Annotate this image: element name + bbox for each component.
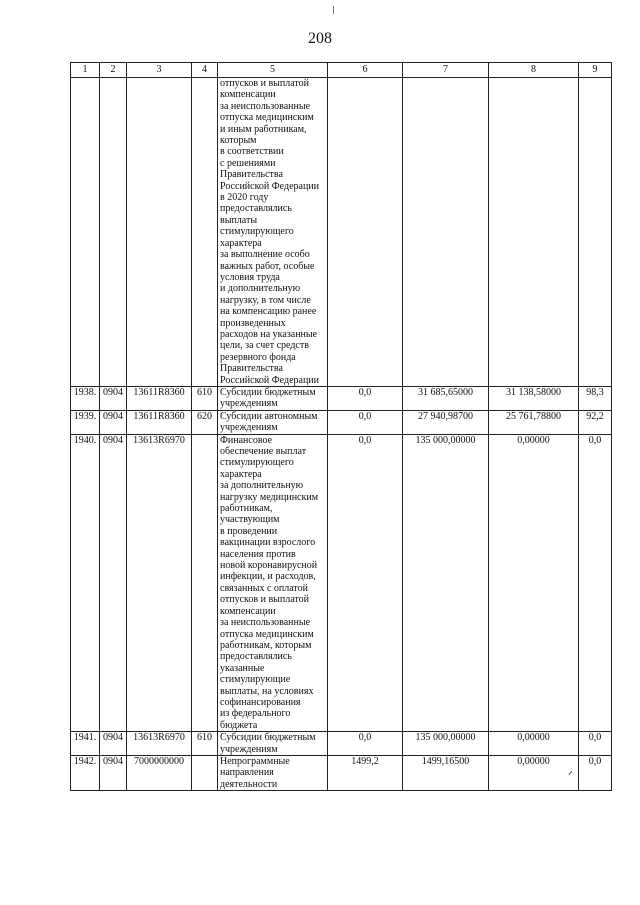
value-col6: 0,0 (328, 434, 403, 732)
value-col8: 25 761,78800 (489, 410, 579, 434)
value-col8: 31 138,58000 (489, 386, 579, 410)
value-col7: 31 685,65000 (403, 386, 489, 410)
row-number: 1941. (71, 732, 100, 756)
item-name: Субсидии бюджетным учреждениям (218, 386, 328, 410)
header-cell-8: 8 (489, 63, 579, 78)
table-row (71, 386, 612, 410)
target-code: 7000000000 (127, 755, 192, 790)
value-col9: 0,0 (579, 755, 612, 790)
header-cell-6: 6 (328, 63, 403, 78)
row-number: 1938. (71, 386, 100, 410)
value-col9: 0,0 (579, 732, 612, 756)
section-code: 0904 (100, 755, 127, 790)
value-col7: 27 940,98700 (403, 410, 489, 434)
header-cell-9: 9 (579, 63, 612, 78)
table-row (71, 732, 612, 756)
row-number: 1940. (71, 434, 100, 732)
section-code: 0904 (100, 434, 127, 732)
value-col7: 1499,16500 (403, 755, 489, 790)
header-cell-4: 4 (192, 63, 218, 78)
value-col9: 92,2 (579, 410, 612, 434)
value-col7: 135 000,00000 (403, 434, 489, 732)
handwritten-tick-mark: ᐟ (568, 770, 573, 782)
value-col8: 0,00000 (489, 434, 579, 732)
header-cell-7: 7 (403, 63, 489, 78)
section-code: 0904 (100, 732, 127, 756)
target-code: 13613R6970 (127, 434, 192, 732)
value-col7: 135 000,00000 (403, 732, 489, 756)
header-cell-1: 1 (71, 63, 100, 78)
budget-table (70, 62, 612, 791)
header-cell-3: 3 (127, 63, 192, 78)
target-code: 13613R6970 (127, 732, 192, 756)
table-row (71, 410, 612, 434)
expense-type: 620 (192, 410, 218, 434)
item-name: Субсидии автономным учреждениям (218, 410, 328, 434)
row-number: 1942. (71, 755, 100, 790)
item-name: Финансовое обеспечение выплат стимулирующего характера за дополнительную нагрузку медицинским работникам, участвующим в проведении вакцинации взрослого населения против новой коронавирусной инфекции, и расходов, связанных с оплатой отпусков и выплатой компенсации за неиспользованные отпуска медицинским работникам, которым предоставлялись указанные стимулирующие выплаты, на условиях софинансирования из федерального бюджета (218, 434, 328, 732)
expense-type (192, 755, 218, 790)
value-col9: 0,0 (579, 434, 612, 732)
value-col8: 0,00000 (489, 755, 579, 790)
item-name: Субсидии бюджетным учреждениям (218, 732, 328, 756)
value-col6: 0,0 (328, 410, 403, 434)
section-code: 0904 (100, 386, 127, 410)
target-code: 13611R8360 (127, 410, 192, 434)
header-row (71, 63, 612, 78)
table-row (71, 755, 612, 790)
row-number: 1939. (71, 410, 100, 434)
header-cell-2: 2 (100, 63, 127, 78)
value-col9: 98,3 (579, 386, 612, 410)
value-col8: 0,00000 (489, 732, 579, 756)
section-code: 0904 (100, 410, 127, 434)
expense-type: 610 (192, 732, 218, 756)
expense-type: 610 (192, 386, 218, 410)
expense-type (192, 434, 218, 732)
value-col6: 0,0 (328, 732, 403, 756)
table-row-continued (71, 78, 612, 387)
header-cell-5: 5 (218, 63, 328, 78)
value-col6: 1499,2 (328, 755, 403, 790)
top-margin-mark (333, 6, 334, 14)
target-code: 13611R8360 (127, 386, 192, 410)
value-col6: 0,0 (328, 386, 403, 410)
continued-description: отпусков и выплатой компенсации за неиспользованные отпуска медицинским и иным работникам, которым в соответствии с решениями Правительства Российской Федерации в 2020 году предоставлялись выплаты стимулирующего характера за выполнение особо важных работ, особые условия труда и дополнительную нагрузку, в том числе на компенсацию ранее произведенных расходов на указанные цели, за счет средств резервного фонда Правительства Российской Федерации (218, 78, 328, 387)
item-name: Непрограммные направления деятельности (218, 755, 328, 790)
table-row (71, 434, 612, 732)
page-number: 208 (308, 30, 332, 47)
